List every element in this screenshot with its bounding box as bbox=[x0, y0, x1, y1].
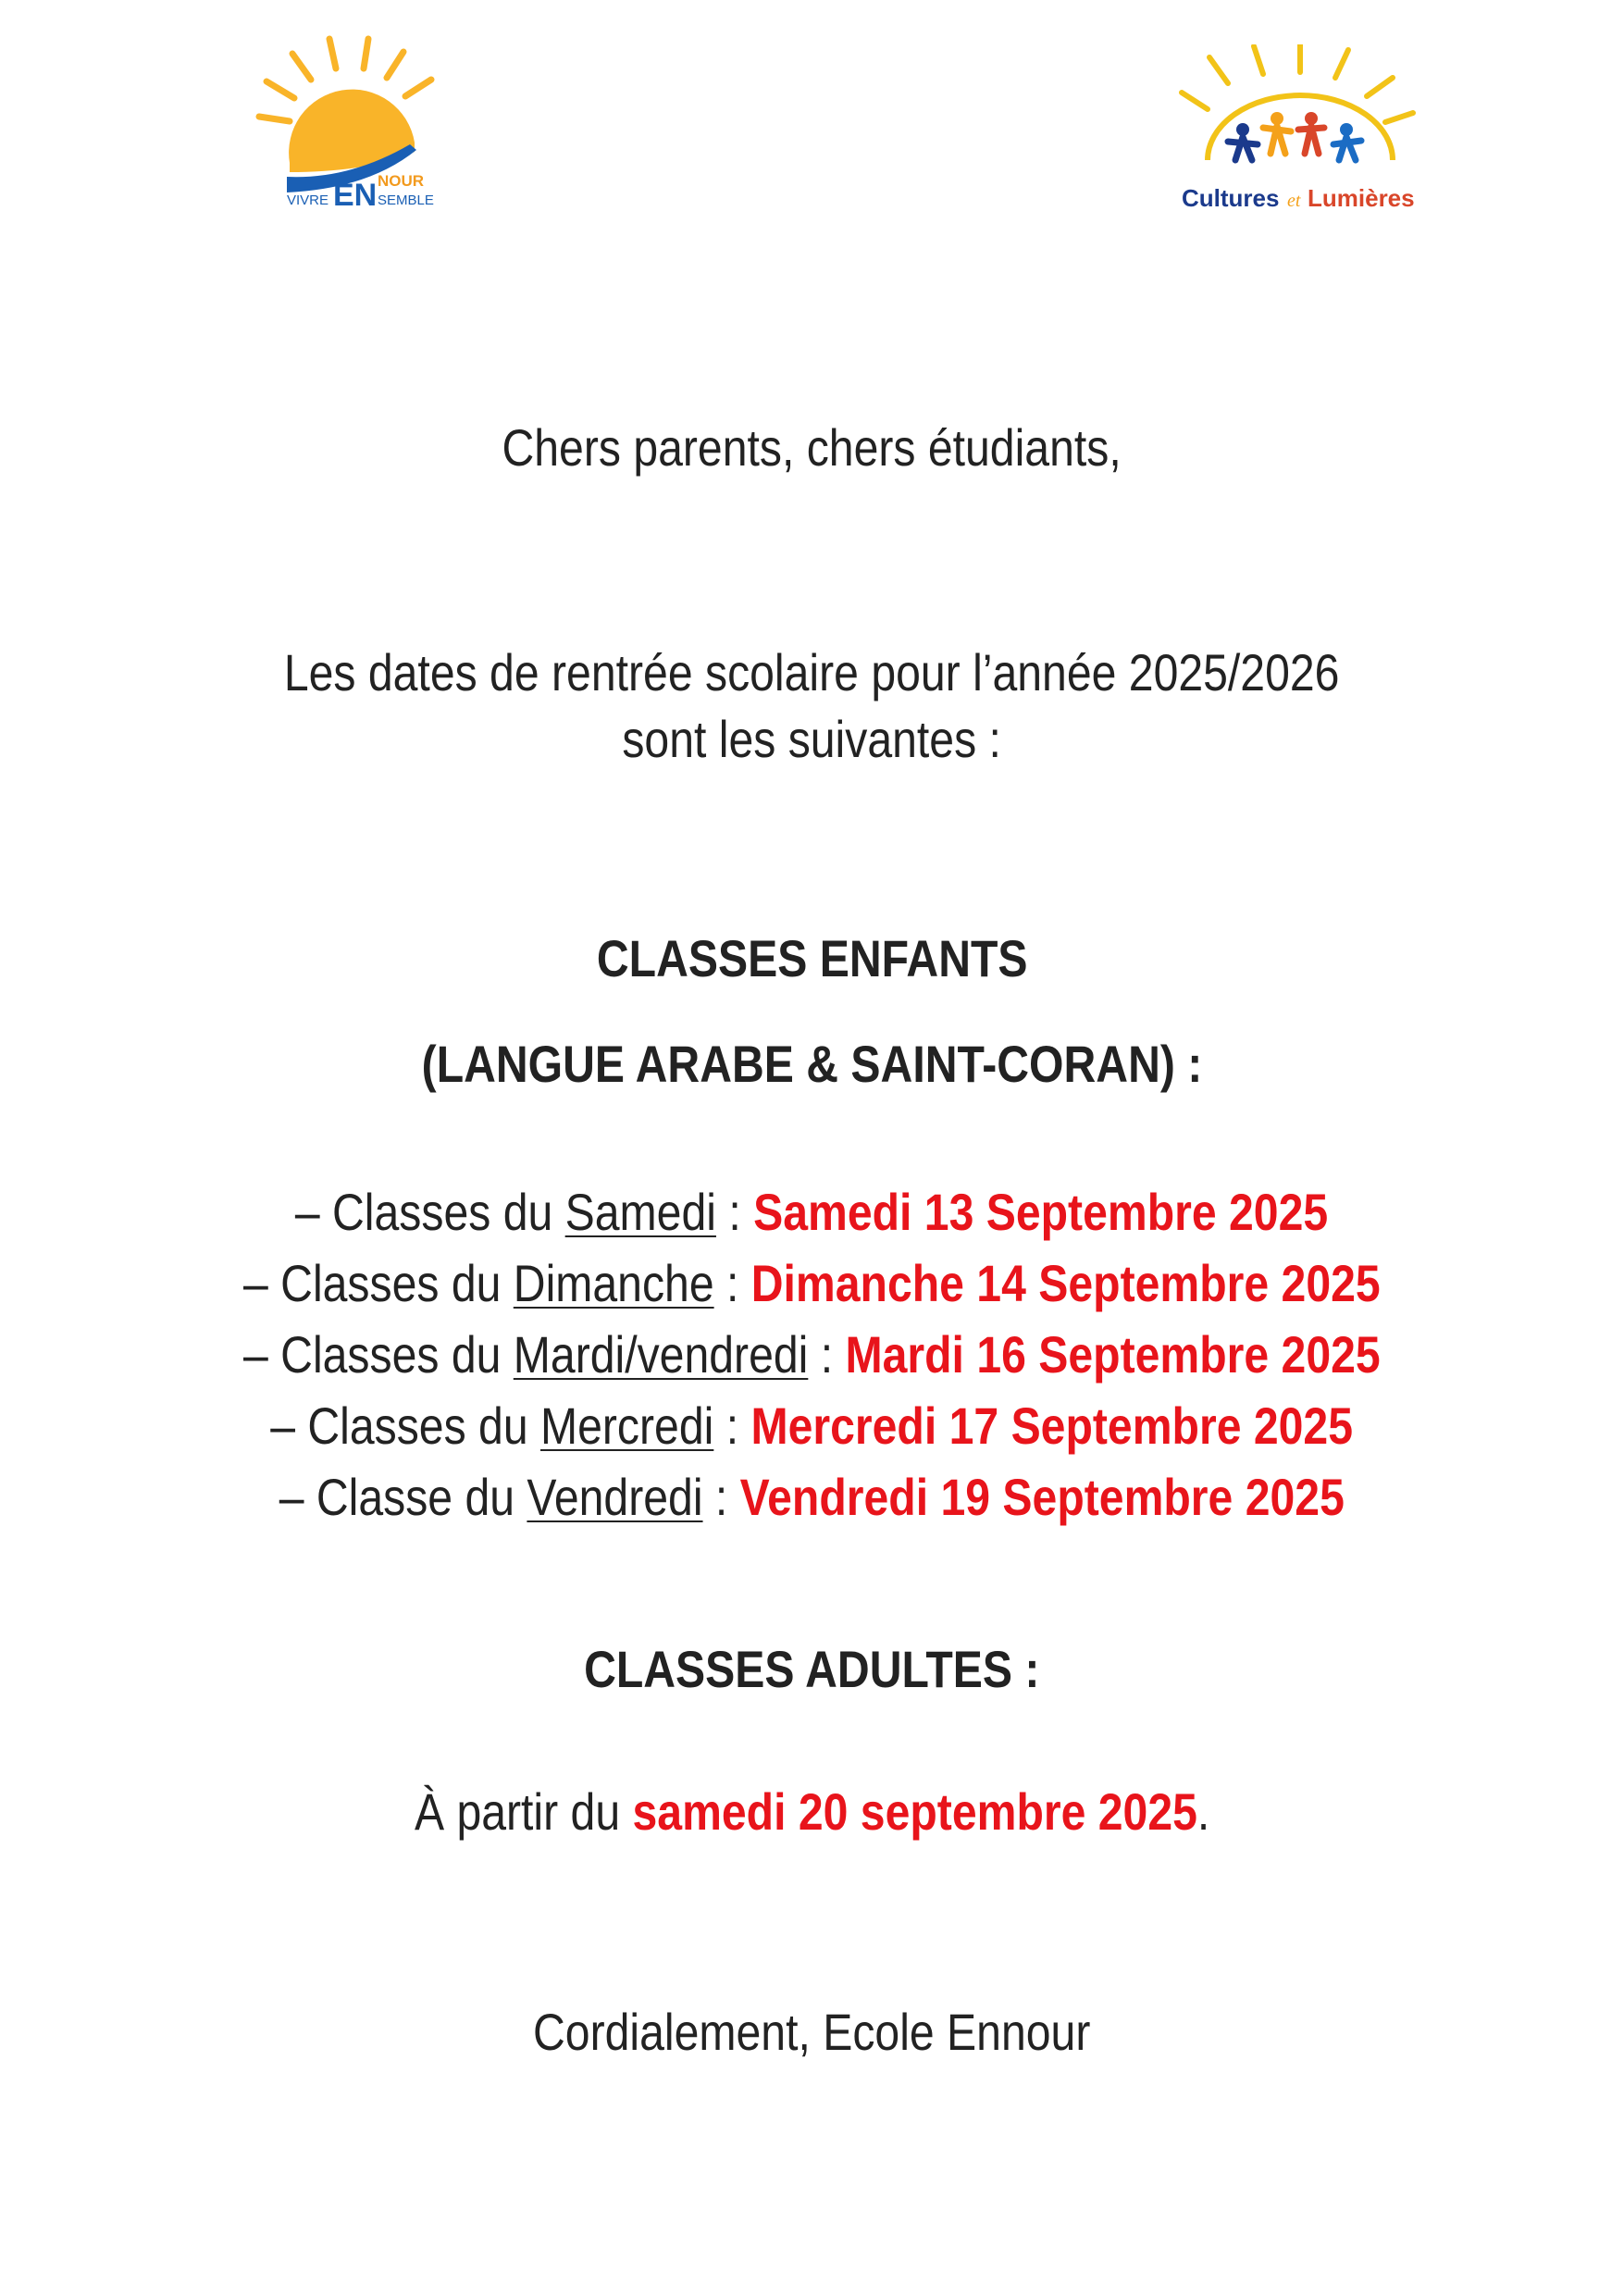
schedule-separator: : bbox=[808, 1325, 846, 1384]
schedule-separator: : bbox=[713, 1396, 751, 1455]
logo-text-en: EN bbox=[333, 178, 378, 209]
greeting bbox=[0, 415, 1624, 481]
schedule-day: Mardi/vendredi bbox=[513, 1325, 809, 1384]
schedule-prefix: – Classes du bbox=[295, 1183, 566, 1241]
greeting-text: Chers parents, chers étudiants, bbox=[502, 418, 1122, 477]
ennour-logo bbox=[239, 33, 479, 209]
adult-section-title bbox=[0, 1636, 1624, 1703]
adult-start-line bbox=[0, 1779, 1624, 1845]
logo-text-vivre: VIVRE bbox=[287, 192, 329, 208]
schedule-item bbox=[0, 1179, 1624, 1246]
adult-prefix: À partir du bbox=[414, 1782, 633, 1841]
children-section-title bbox=[0, 925, 1624, 992]
schedule-item bbox=[0, 1464, 1624, 1531]
intro-text-2: sont les suivantes : bbox=[622, 710, 1002, 768]
schedule-separator: : bbox=[702, 1468, 740, 1526]
logo-text-et: et bbox=[1287, 191, 1301, 211]
closing-text: Cordialement, Ecole Ennour bbox=[533, 2003, 1091, 2061]
schedule-day: Samedi bbox=[565, 1183, 717, 1241]
children-section-subtitle bbox=[0, 1031, 1624, 1098]
children-subtitle-text: (LANGUE ARABE & SAINT-CORAN) : bbox=[421, 1035, 1203, 1093]
intro-line-1 bbox=[0, 639, 1624, 706]
adult-title-text: CLASSES ADULTES : bbox=[584, 1640, 1040, 1698]
logo-text-cultures: Cultures bbox=[1182, 184, 1280, 212]
adult-suffix: . bbox=[1196, 1782, 1210, 1841]
schedule-day: Vendredi bbox=[527, 1468, 703, 1526]
schedule-date: Vendredi 19 Septembre 2025 bbox=[739, 1468, 1345, 1526]
intro-text-1: Les dates de rentrée scolaire pour l’année 2025/2026 bbox=[284, 643, 1340, 701]
people-icon bbox=[1228, 112, 1361, 160]
schedule-date: Mercredi 17 Septembre 2025 bbox=[750, 1396, 1354, 1455]
schedule-item bbox=[0, 1393, 1624, 1459]
schedule-date: Mardi 16 Septembre 2025 bbox=[845, 1325, 1381, 1384]
logo-text-nour: NOUR bbox=[378, 172, 425, 190]
schedule-prefix: – Classes du bbox=[243, 1325, 514, 1384]
schedule-item bbox=[0, 1322, 1624, 1388]
logo-text-semble: SEMBLE bbox=[378, 192, 434, 208]
schedule-prefix: – Classes du bbox=[270, 1396, 541, 1455]
schedule-prefix: – Classe du bbox=[279, 1468, 527, 1526]
closing bbox=[0, 1999, 1624, 2066]
schedule-separator: : bbox=[716, 1183, 754, 1241]
schedule-prefix: – Classes du bbox=[243, 1254, 514, 1312]
schedule-day: Mercredi bbox=[540, 1396, 714, 1455]
adult-date: samedi 20 septembre 2025 bbox=[632, 1782, 1197, 1841]
rays-icon bbox=[1182, 44, 1413, 122]
schedule-day: Dimanche bbox=[513, 1254, 714, 1312]
schedule-separator: : bbox=[713, 1254, 751, 1312]
intro-line-2 bbox=[0, 706, 1624, 773]
children-title-text: CLASSES ENFANTS bbox=[596, 929, 1028, 987]
schedule-date: Samedi 13 Septembre 2025 bbox=[753, 1183, 1329, 1241]
logo-text-lumieres: Lumières bbox=[1308, 184, 1415, 212]
cultures-lumieres-logo bbox=[1171, 44, 1420, 220]
schedule-item bbox=[0, 1250, 1624, 1317]
schedule-date: Dimanche 14 Septembre 2025 bbox=[750, 1254, 1381, 1312]
